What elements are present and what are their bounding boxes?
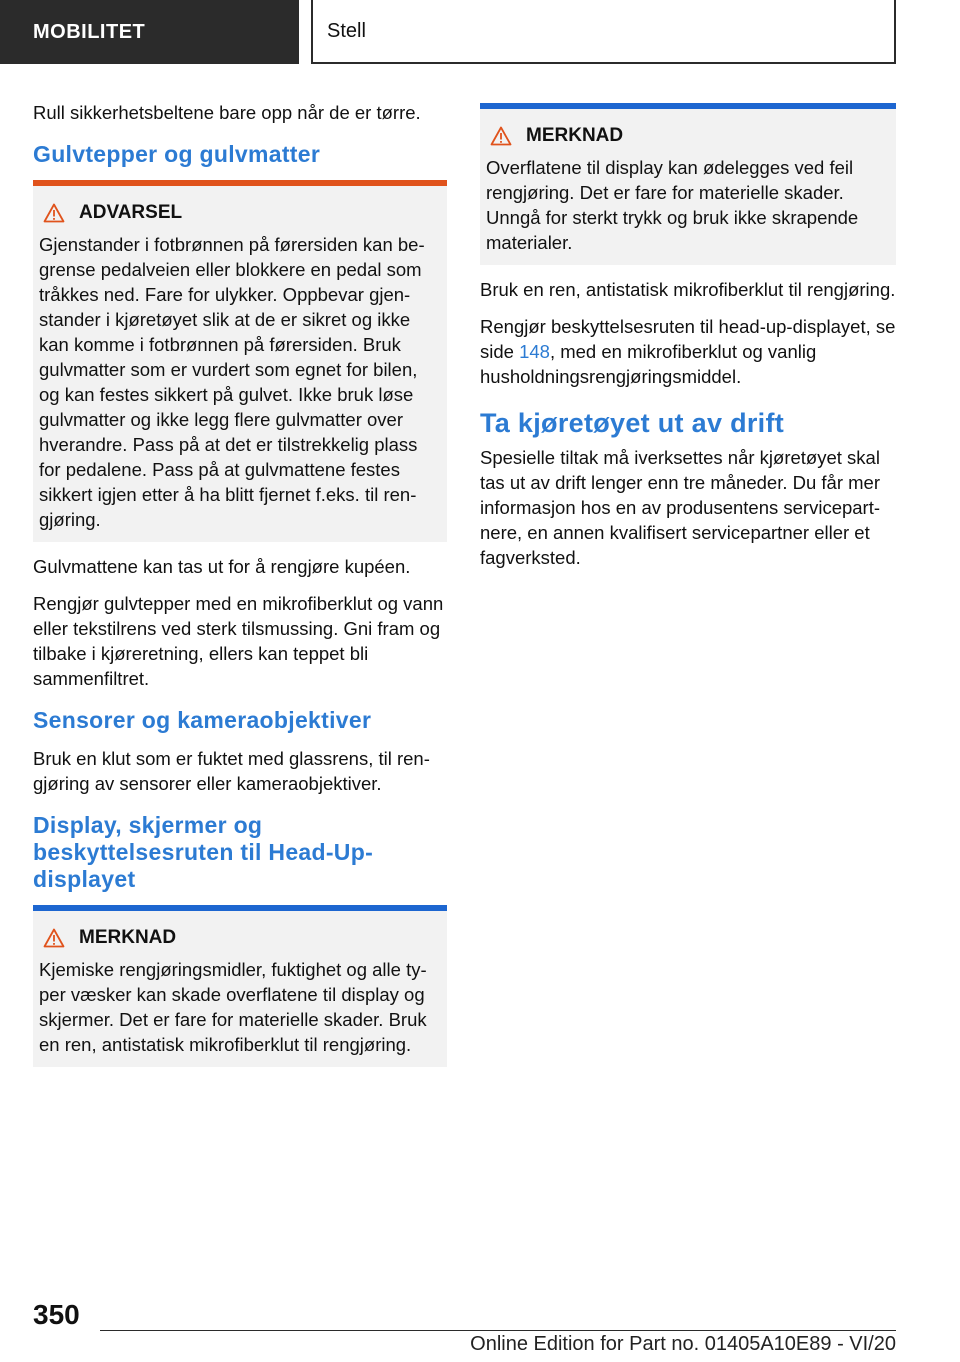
paragraph-gulv-2: Rengjør gulvtepper med en mikrofiberklut og vann eller tekstilrens ved sterk tilsmussing. Gni fram og tilbake i kjøreretning, ellers kan teppet bli sammenfiltret.: [33, 593, 444, 689]
footer-divider: [100, 1330, 896, 1331]
warning-title: ADVARSEL: [79, 202, 183, 223]
paragraph-gulv-1: Gulvmattene kan tas ut for å rengjøre kupéen.: [33, 556, 411, 577]
header-section-tab: [0, 0, 299, 64]
note-title: MERKNAD: [79, 927, 177, 948]
paragraph-hud-after: , med en mikrofiberklut og vanlig husholdningsrengjøringsmiddel.: [480, 341, 817, 387]
header-chapter-label: Stell: [327, 19, 366, 42]
page-reference-link[interactable]: 148: [519, 341, 550, 362]
warning-text: Gjenstander i fotbrønnen på førersiden kan begrense pedalveien eller blokkere en pedal som tråkkes ned. Fare for ulykker. Oppbevar gjenstander i kjøretøyet slik at de er sikret og ikke kan komme i fotbrønnen på førersiden. Bruk gulvmatter som er vurdert som egnet for bilen, og kan festes sikkert på gulvet. Ikke bruk løse gulvmatter og ikke legg flere gulvmatter over hverandre. Pass på at det er tilstrekkelig plass for pedalene. Pass på at gulvmattene festes sikkert igjen etter å ha blitt fjernet f.eks. til rengjøring.: [39, 234, 425, 530]
header-chapter-tab: [311, 0, 896, 64]
paragraph-klut: Bruk en ren, antistatisk mikrofiberklut til rengjøring.: [480, 279, 896, 300]
heading-display: Display, skjermer og beskyttelsesruten til Head-Up-displayet: [33, 812, 374, 892]
paragraph-hud: [480, 314, 896, 389]
page-number: 350: [33, 1299, 80, 1330]
note-text: Overflatene til display kan ødelegges ved feil rengjøring. Det er fare for materielle skader. Unngå for sterkt trykk og bruk ikke skrapende materialer.: [486, 157, 859, 253]
heading-gulvtepper: Gulvtepper og gulvmatter: [33, 141, 321, 167]
heading-ta-ut-av-drift: Ta kjøretøyet ut av drift: [480, 408, 785, 438]
warning-triangle-icon: [43, 203, 65, 223]
intro-paragraph: Rull sikkerhetsbeltene bare opp når de er tørre.: [33, 102, 421, 123]
header-section-label: MOBILITET: [33, 20, 146, 43]
paragraph-hud-before: Rengjør beskyttelsesruten til head-up-displayet, se side: [480, 316, 896, 362]
warning-box: [33, 180, 447, 542]
right-column: [480, 103, 896, 582]
note-title: MERKNAD: [526, 125, 624, 146]
paragraph-drift: Spesielle tiltak må iverksettes når kjøretøyet skal tas ut av drift lenger enn tre måneder. Du får mer informasjon hos en av produsentens servicepartnere, en annen kvalifisert servicepartner eller et fagverksted.: [480, 447, 881, 568]
paragraph-sensorer: Bruk en klut som er fuktet med glassrens, til rengjøring av sensorer eller kameraobjektiver.: [33, 748, 430, 794]
heading-sensorer: Sensorer og kameraobjektiver: [33, 707, 372, 733]
note-box-right: [480, 103, 896, 265]
left-column: [33, 100, 447, 1079]
note-box-left: [33, 905, 447, 1067]
warning-triangle-icon: [43, 928, 65, 948]
note-text: Kjemiske rengjøringsmidler, fuktighet og alle typer væsker kan skade overflatene til display og skjermer. Det er fare for materielle skader. Bruk en ren, antistatisk mikrofiberklut til rengjøring.: [39, 959, 427, 1055]
footer-edition: Online Edition for Part no. 01405A10E89 - VI/20: [470, 1333, 896, 1355]
warning-triangle-icon: [490, 126, 512, 146]
